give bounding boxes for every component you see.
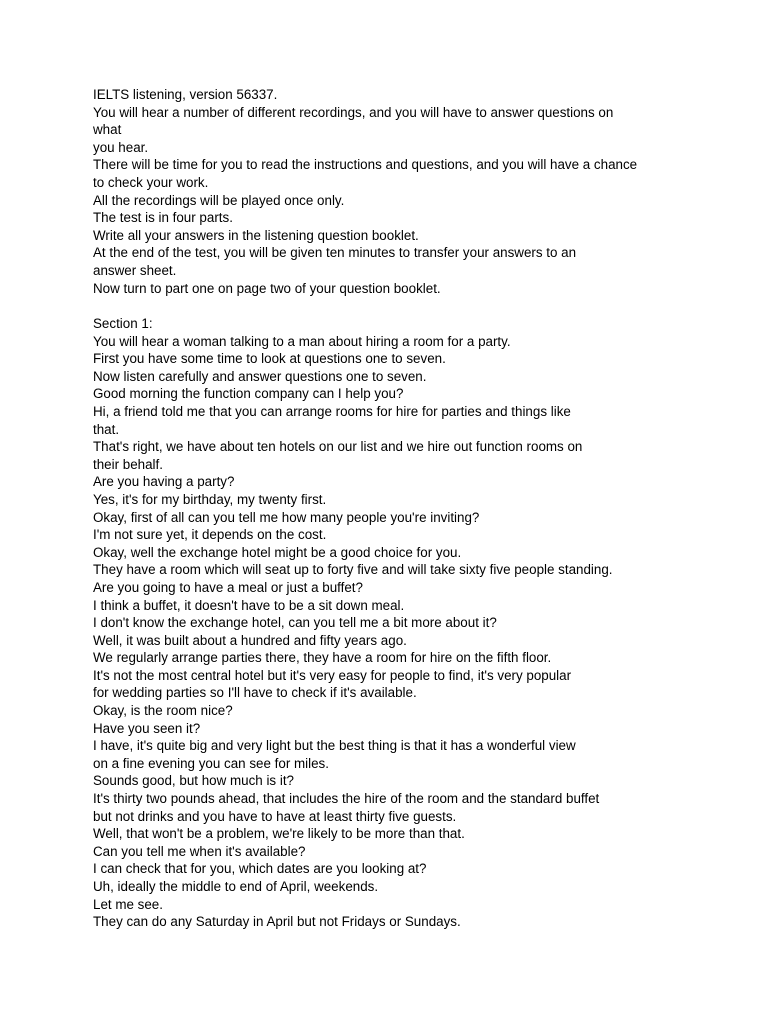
text-line: It's not the most central hotel but it's very easy for people to find, it's very popular xyxy=(93,667,572,683)
text-line: Okay, is the room nice? xyxy=(93,703,233,719)
text-line: I'm not sure yet, it depends on the cost. xyxy=(93,527,327,543)
text-line: you hear. xyxy=(93,139,149,155)
text-line: what xyxy=(93,122,122,138)
text-line: It's thirty two pounds ahead, that includes the hire of the room and the standard buffet xyxy=(93,791,600,807)
text-line: for wedding parties so I'll have to check if it's available. xyxy=(93,685,417,701)
text-line: answer sheet. xyxy=(93,262,177,278)
text-line: that. xyxy=(93,421,120,437)
text-line: on a fine evening you can see for miles. xyxy=(93,755,329,771)
text-line: Sounds good, but how much is it? xyxy=(93,773,294,789)
text-line: You will hear a number of different recordings, and you will have to answer questions on xyxy=(93,104,614,120)
text-line: Now turn to part one on page two of your question booklet. xyxy=(93,280,441,296)
text-line: Yes, it's for my birthday, my twenty first. xyxy=(93,491,327,507)
intro-paragraph xyxy=(93,86,637,297)
text-line: to check your work. xyxy=(93,174,209,190)
text-line: Now listen carefully and answer questions one to seven. xyxy=(93,368,427,384)
text-line: Have you seen it? xyxy=(93,720,201,736)
text-line: Well, it was built about a hundred and fifty years ago. xyxy=(93,632,407,648)
text-line: their behalf. xyxy=(93,456,163,472)
section-heading: Section 1: xyxy=(93,316,153,331)
text-line: Uh, ideally the middle to end of April, weekends. xyxy=(93,879,379,894)
text-line: IELTS listening, version 56337. xyxy=(93,87,278,102)
text-line: First you have some time to look at questions one to seven. xyxy=(93,351,446,367)
text-line: but not drinks and you have to have at least thirty five guests. xyxy=(93,808,457,824)
text-line: Are you going to have a meal or just a buffet? xyxy=(93,579,363,595)
text-line: All the recordings will be played once only. xyxy=(93,192,345,208)
text-line: I have, it's quite big and very light but the best thing is that it has a wonderful view xyxy=(93,738,576,754)
text-line: They can do any Saturday in April but not Fridays or Sundays. xyxy=(93,914,461,930)
text-line: I don't know the exchange hotel, can you tell me a bit more about it? xyxy=(93,615,497,631)
text-line: Okay, well the exchange hotel might be a good choice for you. xyxy=(93,544,462,560)
text-line: Are you having a party? xyxy=(93,474,235,490)
text-line: You will hear a woman talking to a man about hiring a room for a party. xyxy=(93,333,511,349)
text-line: Hi, a friend told me that you can arrange rooms for hire for parties and things like xyxy=(93,403,571,419)
text-line: We regularly arrange parties there, they have a room for hire on the fifth floor. xyxy=(93,650,552,666)
text-line: The test is in four parts. xyxy=(93,210,233,226)
text-line: There will be time for you to read the instructions and questions, and you will have a chance xyxy=(93,157,638,173)
text-line: Okay, first of all can you tell me how many people you're inviting? xyxy=(93,509,480,525)
text-line: Can you tell me when it's available? xyxy=(93,843,306,859)
text-line: That's right, we have about ten hotels on our list and we hire out function rooms on xyxy=(93,439,583,455)
text-line: They have a room which will seat up to forty five and will take sixty five people standing. xyxy=(93,562,613,578)
section-1-transcript xyxy=(93,315,613,931)
text-line: Write all your answers in the listening question booklet. xyxy=(93,227,419,243)
text-line: Good morning the function company can I help you? xyxy=(93,386,404,402)
text-line: Well, that won't be a problem, we're likely to be more than that. xyxy=(93,826,465,842)
text-line: At the end of the test, you will be given ten minutes to transfer your answers to an xyxy=(93,245,577,261)
text-line: I can check that for you, which dates are you looking at? xyxy=(93,861,427,877)
text-line: I think a buffet, it doesn't have to be a sit down meal. xyxy=(93,597,405,613)
text-line: Let me see. xyxy=(93,896,163,912)
